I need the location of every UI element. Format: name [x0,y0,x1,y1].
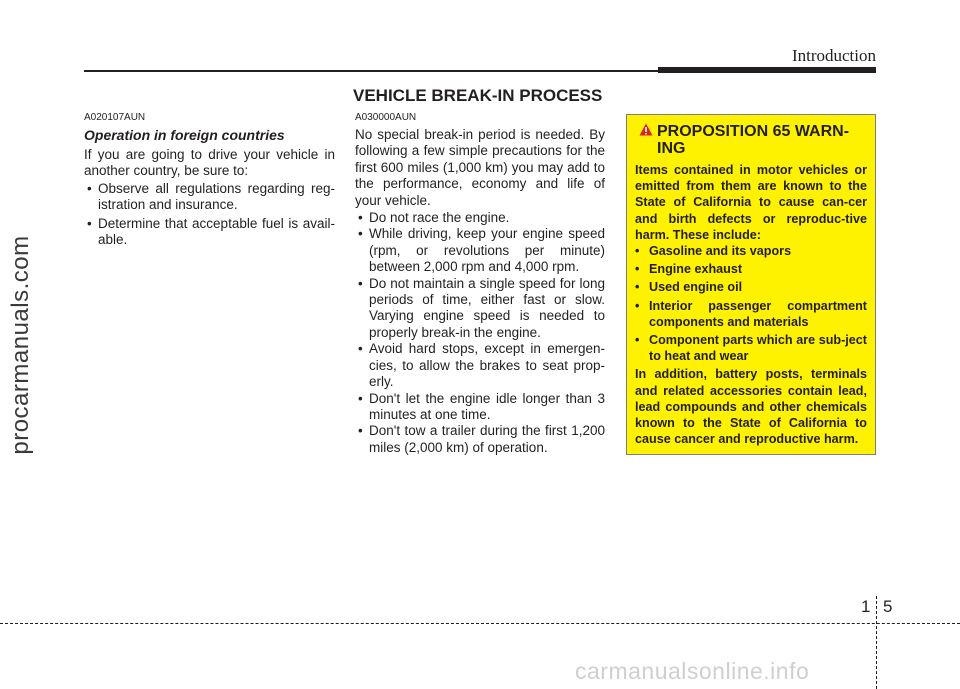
warning-list-item: • Used engine oil [635,279,867,295]
header-title: Introduction [791,46,876,65]
bullet-item: • Observe all regulations regarding reg-istration and insurance. [84,181,335,214]
warning-box [626,114,876,455]
warning-title: PROPOSITION 65 WARN-ING [657,123,850,157]
section-code: A020107AUN [84,112,146,123]
side-watermark-text: procarmanuals.com [7,235,34,455]
middle-column [355,111,605,456]
page-number: 5 [883,597,893,616]
side-watermark [1,145,41,545]
paragraph: If you are going to drive your vehicle in another country, be sure to: [84,147,335,179]
bullet-item: • Avoid hard stops, except in emergen-cies, to allow the brakes to seat prop-erly. [355,341,605,390]
bullet-item: • Determine that acceptable fuel is avail-able. [84,216,335,249]
warning-heading [635,123,867,157]
section-code: A030000AUN [355,112,417,123]
warning-list-item: • Interior passenger compartment components and materials [635,298,867,330]
bullet-item: • Don't let the engine idle longer than 3 minutes at one time. [355,391,605,424]
bullet-list [84,181,335,249]
header-rule [84,70,658,72]
subheading: Operation in foreign countries [84,127,285,143]
warning-list-item: • Gasoline and its vapors [635,243,867,259]
left-column [84,111,335,250]
section-title: VEHICLE BREAK-IN PROCESS [353,86,603,105]
paragraph: No special break-in period is needed. By following a few simple precautions for the first 600 miles (1,000 km) you may add to the performance, economy and life of your vehicle. [355,127,605,208]
footer-rule [0,623,960,624]
chapter-number: 1 [861,597,871,616]
warning-list [635,243,867,364]
bullet-item: • Do not maintain a single speed for long periods of time, either fast or slow. Varying engine speed is needed to properly break-in the engine. [355,276,605,342]
header-bar [658,67,876,73]
warning-list-item: • Engine exhaust [635,261,867,277]
bullet-list [355,210,605,456]
bullet-item: • While driving, keep your engine speed (rpm, or revolutions per minute) between 2,000 rpm and 4,000 rpm. [355,226,605,275]
warning-body [635,162,867,447]
bullet-item: • Don't tow a trailer during the first 1,200 miles (2,000 km) of operation. [355,423,605,456]
bottom-watermark: carmanualsonline.info [575,658,810,684]
warning-triangle-icon [639,123,653,136]
warning-list-item: • Component parts which are sub-ject to heat and wear [635,332,867,364]
bullet-item: • Do not race the engine. [355,210,605,226]
warning-intro: Items contained in motor vehicles or emitted from them are known to the State of California to cause can-cer and birth defects or reproduc-tive harm. These include: [635,163,867,242]
footer-divider [876,596,877,689]
warning-outro: In addition, battery posts, terminals and related accessories contain lead, lead compounds and other chemicals known to the State of California to cause cancer and reproductive harm. [635,367,867,447]
